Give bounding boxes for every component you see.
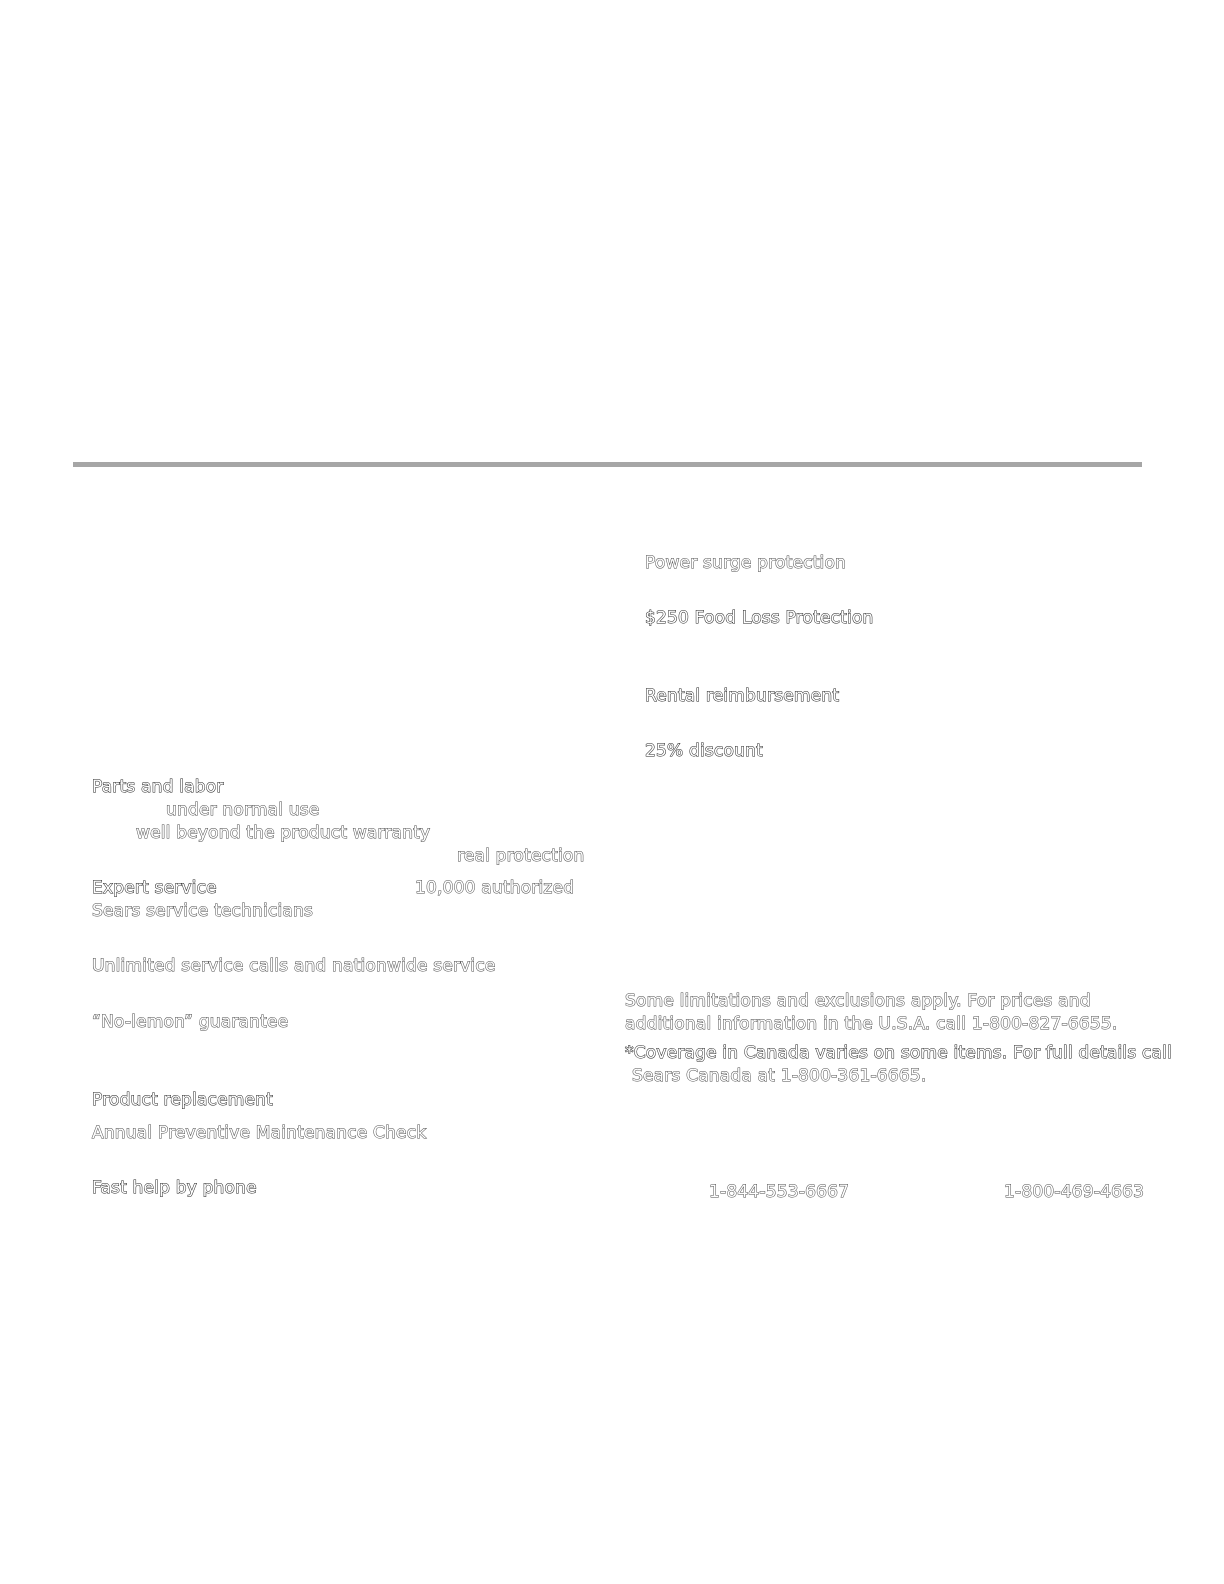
canada-coverage-line-1: *Coverage in Canada varies on some items. For full details call: [625, 1043, 1173, 1063]
annual-maintenance-heading: Annual Preventive Maintenance Check: [92, 1123, 427, 1143]
rental-reimbursement-heading: Rental reimbursement: [645, 686, 840, 706]
expert-service-heading: Expert service: [92, 878, 217, 898]
limitations-line-1: Some limitations and exclusions apply. For prices and: [625, 991, 1091, 1011]
horizontal-divider: [73, 462, 1142, 467]
discount-heading: 25% discount: [645, 741, 763, 761]
well-beyond-warranty-text: well beyond the product warranty: [136, 823, 431, 843]
fast-help-heading: Fast help by phone: [92, 1178, 257, 1198]
unlimited-service-heading: Unlimited service calls and nationwide service: [92, 956, 496, 976]
canada-coverage-line-2: Sears Canada at 1-800-361-6665.: [632, 1066, 927, 1086]
real-protection-text: real protection: [457, 846, 585, 866]
no-lemon-heading: “No-lemon” guarantee: [92, 1012, 289, 1032]
sears-technicians-text: Sears service technicians: [92, 901, 314, 921]
under-normal-use-text: under normal use: [166, 800, 320, 820]
food-loss-heading: $250 Food Loss Protection: [645, 608, 874, 628]
phone-number-2: 1-800-469-4663: [1004, 1182, 1145, 1202]
limitations-line-2: additional information in the U.S.A. call 1-800-827-6655.: [625, 1014, 1118, 1034]
authorized-technicians-count: 10,000 authorized: [415, 878, 575, 898]
phone-number-1: 1-844-553-6667: [709, 1182, 850, 1202]
power-surge-heading: Power surge protection: [645, 553, 847, 573]
parts-and-labor-heading: Parts and labor: [92, 777, 224, 797]
product-replacement-heading: Product replacement: [92, 1090, 274, 1110]
